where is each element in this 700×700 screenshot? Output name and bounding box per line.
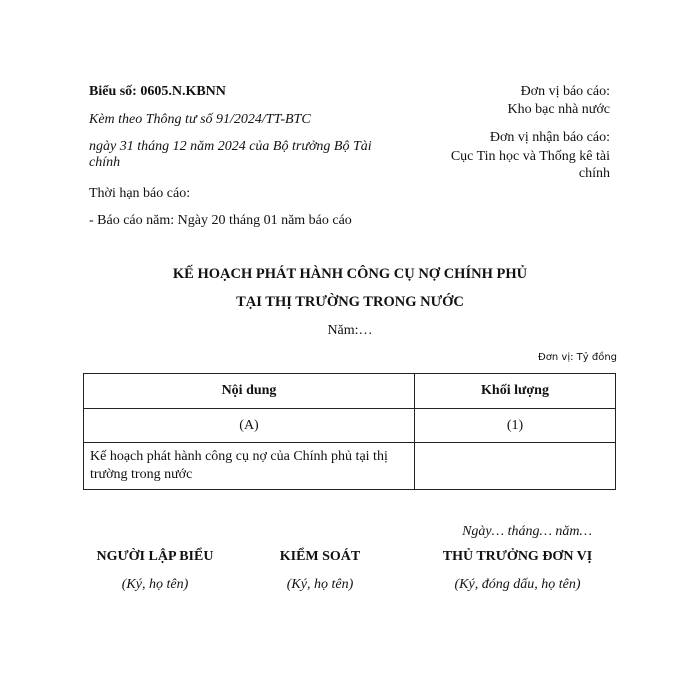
report-year: Năm:… (327, 323, 373, 338)
row-content: Kế hoạch phát hành công cụ nợ của Chính phủ tại thị trường trong nước (90, 449, 388, 482)
head-note: (Ký, đóng dấu, họ tên) (454, 577, 581, 592)
circular-date: ngày 31 tháng 12 năm 2024 của Bộ trưởng Bộ Tài chính (89, 139, 372, 170)
report-subtitle: TẠI THỊ TRƯỜNG TRONG NƯỚC (236, 294, 464, 310)
head-title: THỦ TRƯỞNG ĐƠN VỊ (442, 549, 593, 564)
form-code: Biểu số: 0605.N.KBNN (89, 84, 226, 99)
preparer-note: (Ký, họ tên) (121, 577, 189, 592)
preparer-title: NGƯỜI LẬP BIỂU (96, 549, 214, 564)
deadline-annual: - Báo cáo năm: Ngày 20 tháng 01 năm báo cáo (89, 213, 352, 228)
deadline-label: Thời hạn báo cáo: (89, 186, 191, 201)
code-content: (A) (84, 409, 415, 443)
report-title: KẾ HOẠCH PHÁT HÀNH CÔNG CỤ NỢ CHÍNH PHỦ (172, 266, 528, 282)
controller-title: KIỂM SOÁT (279, 549, 361, 564)
circular-reference: Kèm theo Thông tư số 91/2024/TT-BTC (89, 112, 311, 127)
header-content: Nội dung (84, 374, 415, 409)
controller-note: (Ký, họ tên) (286, 577, 354, 592)
code-volume: (1) (415, 409, 616, 443)
table-row (84, 443, 616, 490)
table-header-row (84, 374, 616, 409)
currency-unit: Đơn vị: Tỷ đồng (538, 352, 617, 363)
reporting-unit: Kho bạc nhà nước (507, 102, 610, 117)
header-volume: Khối lượng (415, 374, 616, 409)
row-content-cell (84, 443, 415, 490)
table-code-row (84, 409, 616, 443)
plan-table (83, 373, 616, 490)
row-volume (415, 443, 616, 490)
receiving-unit-label: Đơn vị nhận báo cáo: (489, 130, 610, 145)
signature-date: Ngày… tháng… năm… (462, 524, 592, 539)
receiving-unit: Cục Tin học và Thống kê tài chính (450, 149, 610, 181)
reporting-unit-label: Đơn vị báo cáo: (520, 84, 610, 99)
